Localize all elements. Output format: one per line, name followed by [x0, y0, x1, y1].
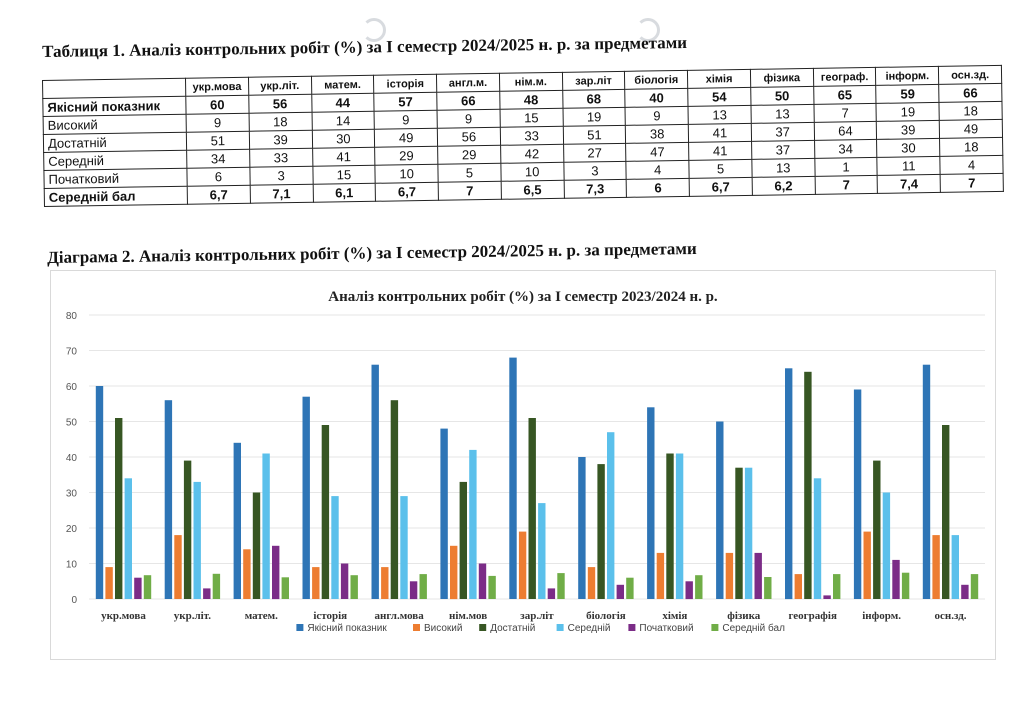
bar-1 — [372, 365, 379, 599]
bar-3 — [942, 425, 949, 599]
column-header: хімія — [688, 69, 751, 88]
bar-1 — [716, 422, 723, 600]
bar-3 — [253, 493, 260, 600]
table-cell: 6,7 — [187, 185, 250, 204]
table-corner-cell — [43, 78, 186, 98]
bar-6 — [557, 573, 564, 599]
results-table — [42, 65, 1004, 207]
bar-6 — [833, 574, 840, 599]
table-cell: 66 — [939, 83, 1002, 102]
x-category-label: матем. — [244, 610, 278, 622]
table-cell: 34 — [814, 139, 877, 158]
x-category-label: географія — [788, 610, 837, 622]
column-header: біологія — [625, 70, 688, 89]
table-cell: 5 — [438, 163, 501, 182]
y-tick-label: 0 — [71, 595, 77, 606]
table-cell: 29 — [375, 146, 438, 165]
bar-6 — [420, 574, 427, 599]
table-cell: 56 — [249, 94, 312, 113]
table-cell: 6,7 — [689, 177, 752, 196]
table-cell: 7,4 — [878, 174, 941, 193]
table-cell: 6,7 — [375, 182, 438, 201]
chart-container — [50, 270, 996, 660]
table-cell: 10 — [375, 164, 438, 183]
bar-4 — [469, 450, 476, 599]
column-header: історія — [374, 74, 437, 93]
column-header: укр.літ. — [248, 76, 311, 95]
legend-swatch — [628, 624, 635, 631]
x-category-label: англ.мова — [374, 610, 424, 622]
bar-1 — [785, 368, 792, 599]
grouped-bar-chart — [51, 271, 995, 659]
bar-4 — [331, 496, 338, 599]
x-category-label: зар.літ — [520, 610, 554, 622]
bar-5 — [961, 585, 968, 599]
bar-5 — [134, 578, 141, 599]
table-cell: 7,1 — [250, 184, 313, 203]
column-header: матем. — [311, 75, 374, 94]
bar-3 — [597, 464, 604, 599]
table-cell: 18 — [939, 101, 1002, 120]
bar-2 — [864, 532, 871, 599]
table-cell: 6 — [626, 178, 689, 197]
table-cell: 60 — [186, 95, 249, 114]
x-category-label: укр.літ. — [173, 610, 212, 622]
bar-1 — [234, 443, 241, 599]
column-header: осн.зд. — [939, 65, 1002, 84]
bar-5 — [341, 564, 348, 600]
table-cell: 18 — [249, 112, 312, 131]
bar-5 — [548, 588, 555, 599]
table-cell: 49 — [939, 119, 1002, 138]
table-cell: 49 — [375, 128, 438, 147]
table-cell: 66 — [437, 91, 500, 110]
table-cell: 7 — [438, 181, 501, 200]
bar-4 — [400, 496, 407, 599]
bar-2 — [726, 553, 733, 599]
bar-1 — [509, 358, 516, 599]
bar-4 — [194, 482, 201, 599]
bar-2 — [381, 567, 388, 599]
table-cell: 30 — [312, 129, 375, 148]
table-cell: 18 — [940, 137, 1003, 156]
table-cell: 13 — [688, 105, 751, 124]
bar-6 — [971, 574, 978, 599]
x-category-label: біологія — [586, 610, 626, 622]
table-cell: 5 — [689, 159, 752, 178]
bar-2 — [588, 567, 595, 599]
bar-4 — [745, 468, 752, 599]
bar-3 — [322, 425, 329, 599]
table-cell: 3 — [563, 161, 626, 180]
table-cell: 37 — [751, 122, 814, 141]
table-cell: 42 — [500, 144, 563, 163]
table-cell: 4 — [626, 160, 689, 179]
bar-4 — [676, 454, 683, 600]
table-cell: 6,1 — [313, 183, 376, 202]
x-category-label: нім.мов — [448, 610, 488, 622]
table-cell: 19 — [563, 107, 626, 126]
row-label: Достатній — [43, 132, 186, 152]
table-cell: 48 — [500, 90, 563, 109]
row-label: Середній — [44, 150, 187, 170]
bar-3 — [529, 418, 536, 599]
bar-4 — [125, 478, 132, 599]
bar-3 — [735, 468, 742, 599]
table-cell: 29 — [438, 145, 501, 164]
legend-label: Якісний показник — [307, 623, 387, 634]
bar-4 — [883, 493, 890, 600]
table-cell: 51 — [186, 131, 249, 150]
results-table-container — [42, 65, 1004, 207]
table-cell: 7 — [814, 103, 877, 122]
table-cell: 13 — [751, 104, 814, 123]
bar-3 — [115, 418, 122, 599]
bar-6 — [695, 575, 702, 599]
table-cell: 4 — [940, 155, 1003, 174]
bar-2 — [795, 574, 802, 599]
table-cell: 65 — [813, 85, 876, 104]
column-header: фізика — [750, 68, 813, 87]
table-cell: 15 — [312, 165, 375, 184]
row-label: Високий — [43, 114, 186, 134]
legend-swatch — [711, 624, 718, 631]
row-label: Середній бал — [44, 186, 187, 206]
x-category-label: укр.мова — [101, 610, 146, 622]
bar-3 — [391, 400, 398, 599]
table-cell: 33 — [249, 148, 312, 167]
bar-6 — [351, 575, 358, 599]
table-cell: 3 — [250, 166, 313, 185]
bar-2 — [312, 567, 319, 599]
table-cell: 68 — [562, 89, 625, 108]
table-cell: 64 — [814, 121, 877, 140]
table-cell: 6,2 — [752, 176, 815, 195]
bar-2 — [174, 535, 181, 599]
legend-label: Високий — [424, 623, 463, 634]
table-cell: 51 — [563, 125, 626, 144]
table-cell: 37 — [751, 140, 814, 159]
legend-label: Достатній — [490, 623, 536, 634]
bar-1 — [165, 400, 172, 599]
legend-swatch — [479, 624, 486, 631]
bar-5 — [479, 564, 486, 600]
y-tick-label: 60 — [65, 382, 77, 393]
row-label: Якісний показник — [43, 96, 186, 116]
bar-4 — [814, 478, 821, 599]
bar-5 — [272, 546, 279, 599]
bar-2 — [243, 549, 250, 599]
table-cell: 57 — [374, 92, 437, 111]
table-cell: 6 — [187, 167, 250, 186]
bar-1 — [647, 407, 654, 599]
column-header: інформ. — [876, 66, 939, 85]
bar-2 — [932, 535, 939, 599]
y-tick-label: 70 — [65, 346, 77, 358]
bar-5 — [823, 595, 830, 599]
column-header: укр.мова — [185, 77, 248, 96]
bar-4 — [262, 454, 269, 600]
y-tick-label: 50 — [65, 417, 77, 429]
table-cell: 44 — [311, 93, 374, 112]
table-cell: 7 — [815, 175, 878, 194]
column-header: англ.м. — [437, 73, 500, 92]
bar-3 — [873, 461, 880, 599]
bar-1 — [303, 397, 310, 599]
table-cell: 15 — [500, 108, 563, 127]
legend-label: Початковий — [639, 623, 694, 634]
bar-6 — [282, 577, 289, 599]
bar-2 — [450, 546, 457, 599]
y-tick-label: 20 — [65, 524, 77, 535]
bar-3 — [666, 454, 673, 600]
column-header: зар.літ — [562, 71, 625, 90]
legend-label: Середній — [567, 623, 611, 634]
bar-4 — [952, 535, 959, 599]
x-category-label: осн.зд. — [934, 610, 967, 622]
y-tick-label: 30 — [65, 488, 77, 500]
x-category-label: хімія — [662, 610, 688, 622]
table-cell: 41 — [688, 123, 751, 142]
table-cell: 1 — [814, 157, 877, 176]
table-cell: 34 — [187, 149, 250, 168]
table-cell: 14 — [312, 111, 375, 130]
bar-2 — [105, 567, 112, 599]
bar-1 — [854, 390, 861, 600]
bar-5 — [617, 585, 624, 599]
bar-2 — [519, 532, 526, 599]
chart-title: Аналіз контрольних робіт (%) за І семестр 2023/2024 н. р. — [328, 289, 718, 305]
bar-2 — [657, 553, 664, 599]
bar-6 — [902, 573, 909, 599]
bar-5 — [755, 553, 762, 599]
table-cell: 9 — [437, 109, 500, 128]
table-cell: 56 — [437, 127, 500, 146]
bar-1 — [578, 457, 585, 599]
bar-4 — [538, 503, 545, 599]
bar-1 — [96, 386, 103, 599]
bar-4 — [607, 432, 614, 599]
table-cell: 30 — [877, 138, 940, 157]
bar-6 — [626, 578, 633, 599]
table-cell: 40 — [625, 88, 688, 107]
table-cell: 9 — [186, 113, 249, 132]
x-category-label: фізика — [727, 610, 761, 622]
bar-5 — [686, 581, 693, 599]
legend-label: Середній бал — [722, 623, 785, 634]
table-cell: 41 — [312, 147, 375, 166]
chart-heading: Діаграма 2. Аналіз контрольних робіт (%) за І семестр 2024/2025 н. р. за предметами — [47, 238, 697, 267]
y-tick-label: 80 — [65, 311, 77, 322]
table-body — [43, 83, 1004, 206]
table-cell: 39 — [877, 120, 940, 139]
legend-swatch — [557, 624, 564, 631]
bar-3 — [184, 461, 191, 599]
y-tick-label: 10 — [65, 559, 77, 571]
table-cell: 38 — [626, 124, 689, 143]
table-cell: 9 — [374, 110, 437, 129]
bar-5 — [892, 560, 899, 599]
table-cell: 27 — [563, 143, 626, 162]
x-category-label: інформ. — [862, 610, 901, 622]
table-cell: 7,3 — [564, 179, 627, 198]
table-cell: 50 — [751, 86, 814, 105]
table-cell: 47 — [626, 142, 689, 161]
table-cell: 10 — [501, 162, 564, 181]
bar-6 — [213, 574, 220, 599]
legend-swatch — [296, 624, 303, 631]
table-cell: 6,5 — [501, 180, 564, 199]
table-cell: 59 — [876, 84, 939, 103]
table-cell: 13 — [752, 158, 815, 177]
bar-6 — [488, 576, 495, 599]
table-cell: 33 — [500, 126, 563, 145]
table-cell: 39 — [249, 130, 312, 149]
legend-swatch — [413, 624, 420, 631]
bar-5 — [203, 588, 210, 599]
table-cell: 11 — [877, 156, 940, 175]
bar-6 — [764, 577, 771, 599]
row-label: Початковий — [44, 168, 187, 188]
table-title: Таблиця 1. Аналіз контрольних робіт (%) за І семестр 2024/2025 н. р. за предметами — [42, 32, 688, 61]
table-cell: 7 — [940, 173, 1003, 192]
table-cell: 54 — [688, 87, 751, 106]
table-cell: 19 — [876, 102, 939, 121]
bar-3 — [460, 482, 467, 599]
bar-1 — [923, 365, 930, 599]
bar-5 — [410, 581, 417, 599]
table-cell: 9 — [625, 106, 688, 125]
bar-3 — [804, 372, 811, 599]
table-cell: 41 — [689, 141, 752, 160]
x-category-label: історія — [313, 610, 348, 622]
bar-1 — [440, 429, 447, 599]
column-header: нім.м. — [499, 72, 562, 91]
bar-6 — [144, 575, 151, 599]
column-header: географ. — [813, 67, 876, 86]
y-tick-label: 40 — [65, 453, 77, 464]
